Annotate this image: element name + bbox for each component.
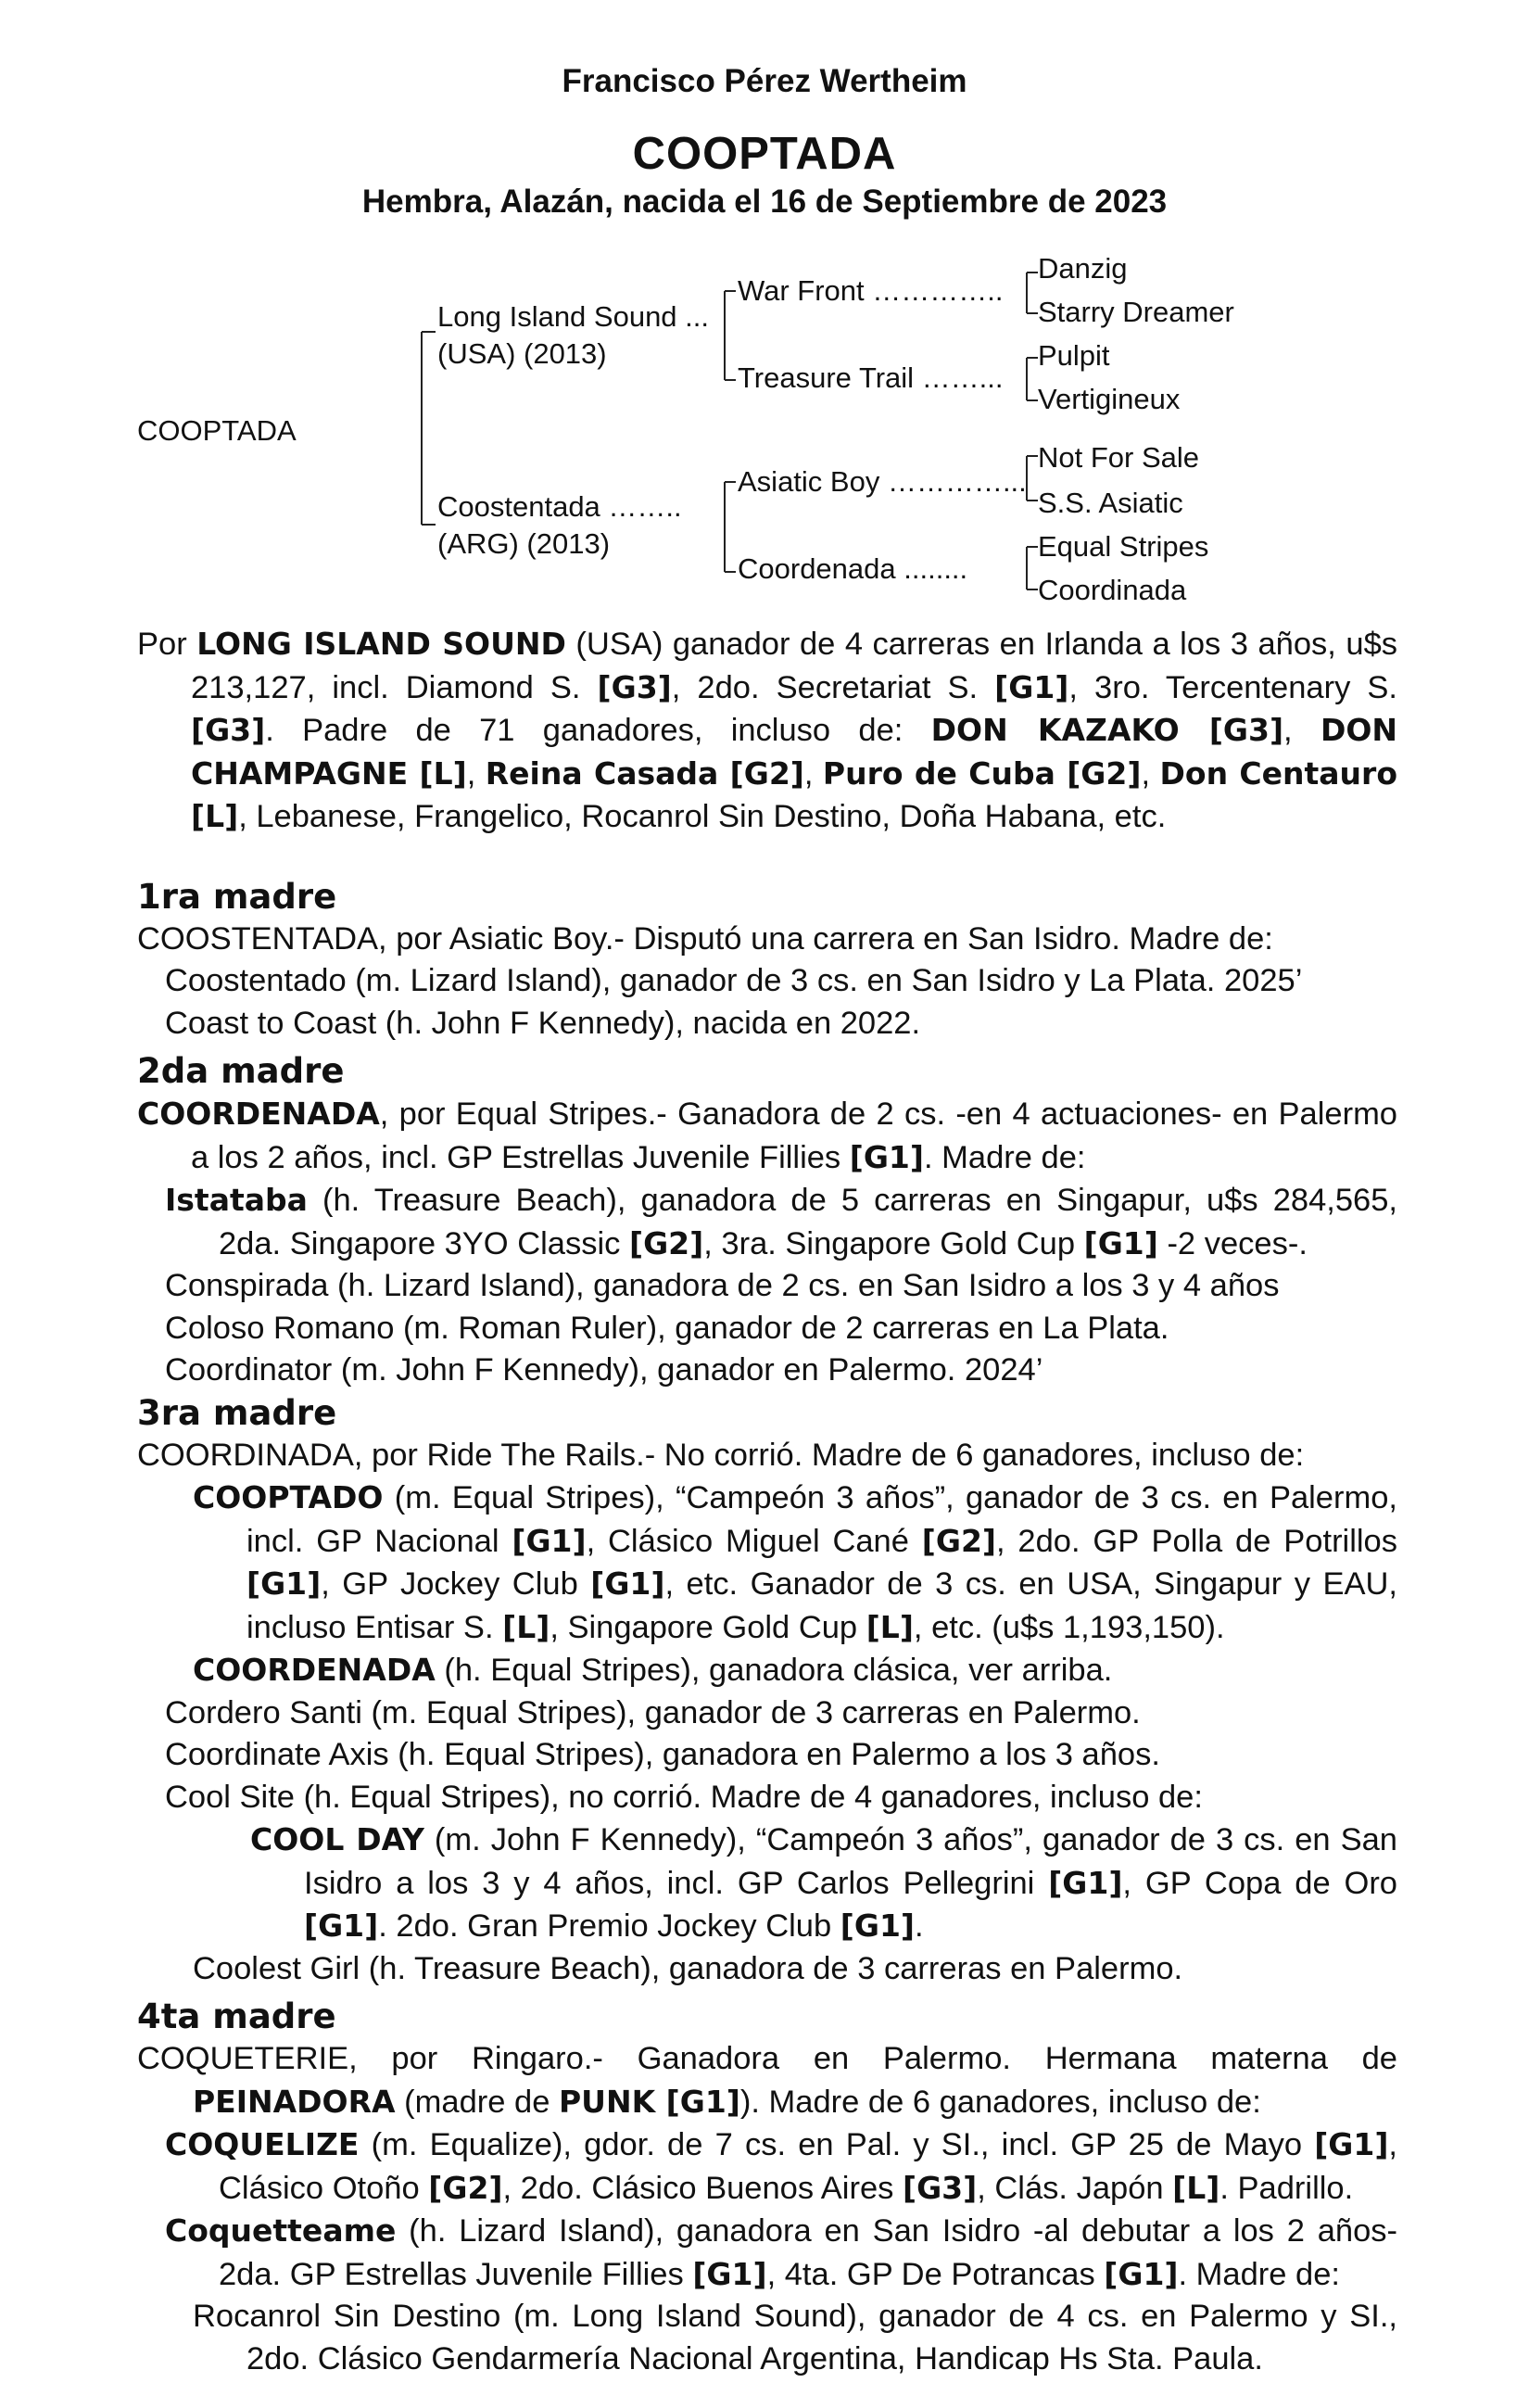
third-dam-offspring-coordenada: COORDENADA (h. Equal Stripes), ganadora clásica, ver arriba. (193, 1652, 1113, 1688)
pedigree-gen3-5: Not For Sale (1038, 441, 1200, 474)
first-dam-intro: COOSTENTADA, por Asiatic Boy.- Disputó una carrera en San Isidro. Madre de: (137, 920, 1273, 957)
third-dam-offspring-4: Coordinate Axis (h. Equal Stripes), ganadora en Palermo a los 3 años. (165, 1737, 1160, 1772)
third-dam-grand-offspring-2: Coolest Girl (h. Treasure Beach), ganadora de 3 carreras en Palermo. (193, 1950, 1183, 1986)
third-dam-offspring-5: Cool Site (h. Equal Stripes), no corrió. Madre de 4 ganadores, incluso de: (165, 1779, 1203, 1815)
pedigree-gen3-7: Equal Stripes (1038, 530, 1209, 563)
pedigree-gen3-8: Coordinada (1038, 574, 1187, 606)
third-dam-offspring-cooptado: COOPTADO (m. Equal Stripes), “Campeón 3 años”, ganador de 3 cs. en Palermo, incl. GP Nacional [G1], Clásico Miguel Cané [G2], 2do. GP Polla de Potrillos [G1], GP Jockey Club [G1], etc. Ganador de 3 cs. en USA, Singapur y EAU, incluso Entisar S. [L], Singapore Gold Cup [L], etc. (u$s 1,193,150). (193, 1479, 1397, 1645)
first-dam-offspring-1: Coostentado (m. Lizard Island), ganador de 3 cs. en San Isidro y La Plata. 2025’ (165, 963, 1303, 998)
second-dam-offspring-4: Coordinator (m. John F Kennedy), ganador en Palermo. 2024’ (165, 1352, 1043, 1388)
second-dam-intro: COORDENADA, por Equal Stripes.- Ganadora de 2 cs. -en 4 actuaciones- en Palermo a los 2 años, incl. GP Estrellas Juvenile Fillies [G1]. Madre de: (137, 1096, 1397, 1175)
fourth-dam-grand-offspring-rocanrol: Rocanrol Sin Destino (m. Long Island Sound), ganador de 4 cs. en Palermo y SI., 2do. Clásico Gendarmería Nacional Argentina, Handicap Hs Sta. Paula. (193, 2299, 1397, 2376)
pedigree-dam-origin: (ARG) (2013) (437, 527, 611, 560)
pedigree-gen3-4: Vertigineux (1038, 383, 1181, 415)
pedigree-gen3-2: Starry Dreamer (1038, 296, 1234, 328)
third-dam-intro: COORDINADA, por Ride The Rails.- No corrió. Madre de 6 ganadores, incluso de: (137, 1437, 1305, 1473)
horse-subtitle: Hembra, Alazán, nacida el 16 de Septiembre de 2023 (361, 184, 1168, 220)
first-dam-heading: 1ra madre (137, 876, 337, 917)
third-dam-offspring-3: Cordero Santi (m. Equal Stripes), ganador de 3 carreras en Palermo. (165, 1694, 1141, 1730)
owner-name: Francisco Pérez Wertheim (562, 63, 967, 99)
second-dam-offspring-3: Coloso Romano (m. Roman Ruler), ganador de 2 carreras en La Plata. (165, 1310, 1169, 1346)
fourth-dam-heading: 4ta madre (137, 1996, 336, 2036)
fourth-dam-offspring-coquetteame: Coquetteame (h. Lizard Island), ganadora en San Isidro -al debutar a los 2 años- 2da. GP Estrellas Juvenile Fillies [G1], 4ta. GP De Potrancas [G1]. Madre de: (165, 2212, 1397, 2292)
pedigree-dam-dam: Coordenada ........ (738, 552, 968, 585)
fourth-dam-intro: COQUETERIE, por Ringaro.- Ganadora en Palermo. Hermana materna de PEINADORA (madre de PUNK [G1]). Madre de 6 ganadores, incluso de: (137, 2041, 1397, 2120)
fourth-dam-offspring-coquelize: COQUELIZE (m. Equalize), gdor. de 7 cs. en Pal. y SI., incl. GP 25 de Mayo [G1], Clásico Otoño [G2], 2do. Clásico Buenos Aires [G3], Clás. Japón [L]. Padrillo. (165, 2126, 1397, 2206)
pedigree-gen3-3: Pulpit (1038, 339, 1110, 372)
second-dam-offspring-istataba: Istataba (h. Treasure Beach), ganadora de 5 carreras en Singapur, u$s 284,565, 2da. Singapore 3YO Classic [G2], 3ra. Singapore Gold Cup [G1] -2 veces-. (165, 1182, 1397, 1261)
third-dam-heading: 3ra madre (137, 1392, 337, 1433)
third-dam-grand-offspring-cool-day: COOL DAY (m. John F Kennedy), “Campeón 3 años”, ganador de 3 cs. en San Isidro a los 3 y 4 años, incl. GP Carlos Pellegrini [G1], GP Copa de Oro [G1]. 2do. Gran Premio Jockey Club [G1]. (250, 1821, 1397, 1944)
pedigree-sire-name: Long Island Sound ... (437, 300, 710, 333)
pedigree-gen3-1: Danzig (1038, 252, 1128, 285)
first-dam-offspring-2: Coast to Coast (h. John F Kennedy), nacida en 2022. (165, 1005, 921, 1041)
catalog-body (137, 623, 1397, 2380)
pedigree-sire-dam: Treasure Trail ……... (738, 361, 1004, 394)
pedigree-dam-name: Coostentada …….. (437, 490, 682, 523)
pedigree-gen3-6: S.S. Asiatic (1038, 487, 1183, 519)
pedigree-subject: COOPTADA (137, 414, 297, 447)
sire-paragraph: Por LONG ISLAND SOUND (USA) ganador de 4 carreras en Irlanda a los 3 años, u$s 213,127, incl. Diamond S. [G3], 2do. Secretariat S. [G1], 3ro. Tercentenary S. [G3]. Padre de 71 ganadores, incluso de: DON KAZAKO [G3], DON CHAMPAGNE [L], Reina Casada [G2], Puro de Cuba [G2], Don Centauro [L], Lebanese, Frangelico, Rocanrol Sin Destino, Doña Habana, etc. (137, 626, 1398, 834)
second-dam-heading: 2da madre (137, 1051, 345, 1091)
second-dam-offspring-2: Conspirada (h. Lizard Island), ganadora de 2 cs. en San Isidro a los 3 y 4 años (165, 1268, 1280, 1303)
pedigree-dam-sire: Asiatic Boy …………... (738, 465, 1027, 498)
horse-name: COOPTADA (632, 129, 897, 179)
pedigree-sire-sire: War Front ………….. (738, 274, 1004, 307)
pedigree-sire-origin: (USA) (2013) (437, 337, 607, 370)
